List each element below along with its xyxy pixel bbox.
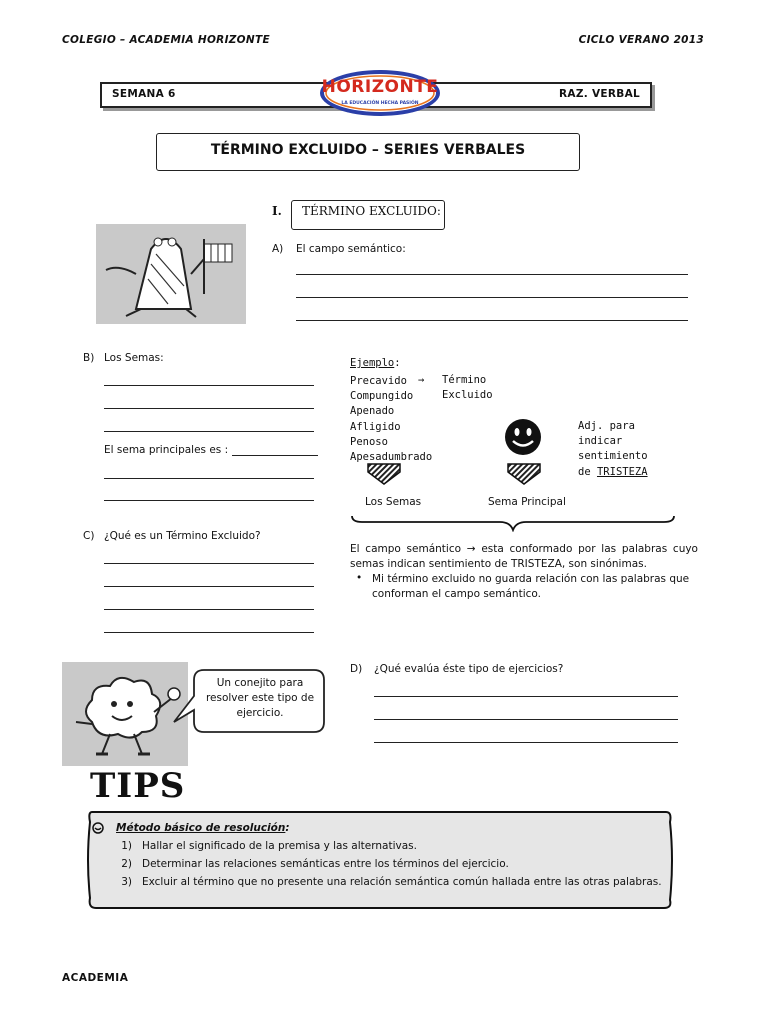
bubble-text: Un conejito para resolver este tipo de ejercicio. xyxy=(205,677,315,719)
example-word: Apesadumbrado xyxy=(350,451,433,464)
example-heading-wrap xyxy=(350,357,401,369)
term-label-2: Excluido xyxy=(442,389,493,401)
method-step xyxy=(114,876,674,888)
example-word-list xyxy=(350,374,432,465)
question-a-letter: A) xyxy=(272,243,284,255)
bullet-icon: • xyxy=(356,572,363,584)
step-number: 2) xyxy=(121,858,132,870)
question-b-text: Los Semas: xyxy=(104,352,164,364)
example-word: Afligido xyxy=(350,420,401,433)
curly-brace-icon xyxy=(350,514,676,532)
method-steps xyxy=(114,840,674,894)
adj-line: Adj. para xyxy=(578,420,635,432)
horizonte-logo xyxy=(318,68,442,118)
adj-tristeza: TRISTEZA xyxy=(596,465,648,478)
step-text: Determinar las relaciones semánticas entre los términos del ejercicio. xyxy=(142,858,509,870)
school-name: COLEGIO – ACADEMIA HORIZONTE xyxy=(62,34,270,46)
answer-line-c3[interactable] xyxy=(104,609,314,610)
tips-title: TIPS xyxy=(90,766,186,806)
explanation-bullet: Mi término excluido no guarda relación con las palabras que conforman el campo semántico. xyxy=(372,573,690,600)
section-heading: TÉRMINO EXCLUIDO: xyxy=(302,204,441,218)
down-arrow-icon xyxy=(506,462,542,486)
example-colon: : xyxy=(394,357,401,369)
logo-text: HORIZONTE xyxy=(321,77,439,97)
label-sema-principal: Sema Principal xyxy=(488,496,566,508)
speech-bubble xyxy=(170,666,330,736)
answer-line-c4[interactable] xyxy=(104,632,314,633)
answer-line-c2[interactable] xyxy=(104,586,314,587)
example-heading: Ejemplo xyxy=(350,357,395,369)
page-title: TÉRMINO EXCLUIDO – SERIES VERBALES xyxy=(210,142,526,158)
answer-line-d2[interactable] xyxy=(374,719,678,720)
label-semas: Los Semas xyxy=(365,496,422,508)
example-word: Apenado xyxy=(350,405,395,418)
question-d-text: ¿Qué evalúa éste tipo de ejercicios? xyxy=(374,663,564,675)
answer-line-b1[interactable] xyxy=(104,385,314,386)
answer-line-b2[interactable] xyxy=(104,408,314,409)
footer-label: ACADEMIA xyxy=(62,972,129,984)
answer-line-d1[interactable] xyxy=(374,696,678,697)
method-step xyxy=(114,858,674,870)
answer-line-b5[interactable] xyxy=(104,500,314,501)
answer-line-c1[interactable] xyxy=(104,563,314,564)
method-title: Método básico de resolución xyxy=(116,822,286,834)
answer-line-d3[interactable] xyxy=(374,742,678,743)
letter-mascot-image xyxy=(96,224,246,324)
method-step xyxy=(114,840,674,852)
question-c-text: ¿Qué es un Término Excluido? xyxy=(104,530,261,542)
answer-line-a3[interactable] xyxy=(296,320,688,321)
method-colon: : xyxy=(285,822,290,834)
example-word: Compungido xyxy=(350,390,414,403)
adj-prefix: de xyxy=(578,465,591,478)
step-text: Excluir al término que no presente una relación semántica común hallada entre las otras palabras. xyxy=(142,876,662,888)
example-word: Precavido xyxy=(350,375,407,387)
question-a-text: El campo semántico: xyxy=(296,243,406,255)
question-c-letter: C) xyxy=(83,530,95,542)
answer-line-sema[interactable] xyxy=(232,455,318,456)
answer-line-b4[interactable] xyxy=(104,478,314,479)
section-numeral: I. xyxy=(272,204,282,218)
arrow-icon: → xyxy=(418,374,425,386)
list-bullet-icon xyxy=(92,822,104,837)
step-text: Hallar el significado de la premisa y las alternativas. xyxy=(142,840,417,852)
adj-line: sentimiento xyxy=(578,450,648,463)
smiley-face-icon xyxy=(503,417,543,457)
adj-line: indicar xyxy=(578,435,623,448)
question-d-letter: D) xyxy=(350,663,363,675)
mascot-icon xyxy=(96,224,246,324)
week-label: SEMANA 6 xyxy=(112,88,176,100)
subject-label: RAZ. VERBAL xyxy=(559,88,640,100)
down-arrow-icon xyxy=(366,462,402,486)
adjective-note xyxy=(578,419,648,480)
example-word: Penoso xyxy=(350,435,388,448)
step-number: 1) xyxy=(121,840,132,852)
answer-line-a2[interactable] xyxy=(296,297,688,298)
method-title-wrap xyxy=(116,822,290,834)
question-b-letter: B) xyxy=(83,352,95,364)
logo-tagline: LA EDUCACIÓN HECHA PASIÓN xyxy=(341,101,419,106)
answer-line-b3[interactable] xyxy=(104,431,314,432)
step-number: 3) xyxy=(121,876,132,888)
answer-line-a1[interactable] xyxy=(296,274,688,275)
term-label-1: Término xyxy=(442,374,487,386)
explanation-text: El campo semántico → esta conformado por las palabras cuyo semas indican sentimiento de TRISTEZA, son sinónimas. xyxy=(350,543,698,570)
sema-principal-prompt: El sema principales es : xyxy=(104,444,229,456)
cycle-name: CICLO VERANO 2013 xyxy=(578,34,704,46)
